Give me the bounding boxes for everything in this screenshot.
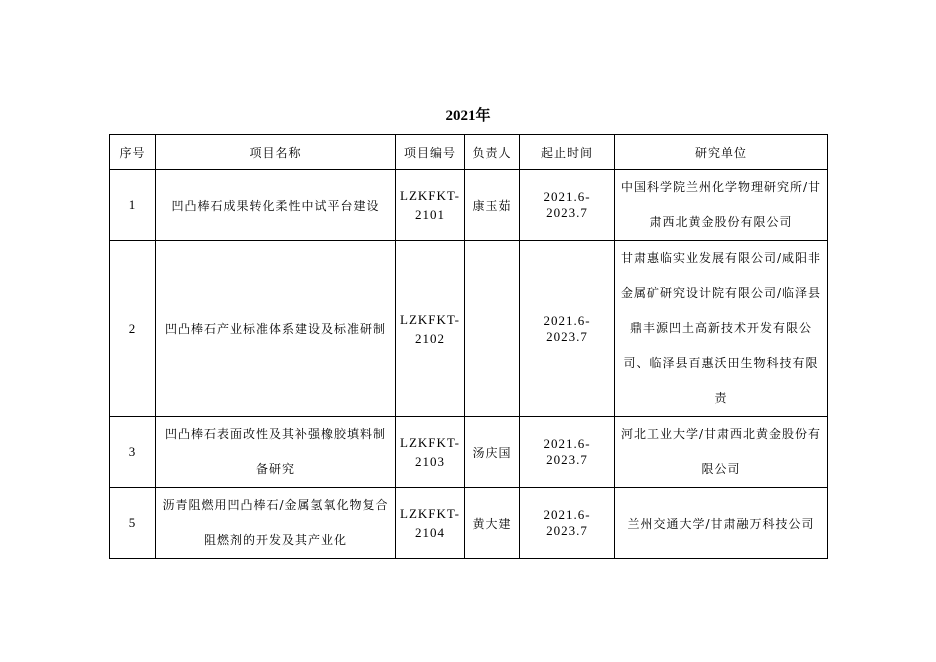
header-leader: 负责人 bbox=[465, 135, 520, 170]
page-title: 2021年 bbox=[445, 108, 491, 124]
table-row bbox=[110, 170, 828, 241]
code-prefix: LZKFKT- bbox=[400, 435, 460, 450]
table-header-row bbox=[110, 135, 828, 170]
code-number: 2104 bbox=[415, 525, 445, 540]
table-row bbox=[110, 241, 828, 417]
cell-leader: 康玉茹 bbox=[465, 170, 520, 241]
code-number: 2102 bbox=[415, 330, 445, 346]
cell-code bbox=[396, 417, 465, 488]
cell-period: 2021.6-2023.7 bbox=[520, 241, 615, 417]
cell-index: 2 bbox=[110, 241, 156, 417]
cell-leader bbox=[465, 241, 520, 417]
projects-table bbox=[109, 134, 828, 559]
cell-index: 3 bbox=[110, 417, 156, 488]
cell-unit: 兰州交通大学/甘肃融万科技公司 bbox=[615, 488, 828, 559]
code-prefix: LZKFKT- bbox=[400, 506, 460, 521]
cell-unit: 河北工业大学/甘肃西北黄金股份有限公司 bbox=[615, 417, 828, 488]
cell-name: 凹凸棒石表面改性及其补强橡胶填料制备研究 bbox=[156, 417, 396, 488]
header-code: 项目编号 bbox=[396, 135, 465, 170]
cell-period: 2021.6-2023.7 bbox=[520, 417, 615, 488]
cell-period: 2021.6-2023.7 bbox=[520, 488, 615, 559]
cell-unit: 中国科学院兰州化学物理研究所/甘肃西北黄金股份有限公司 bbox=[615, 170, 828, 241]
cell-name: 凹凸棒石成果转化柔性中试平台建设 bbox=[156, 170, 396, 241]
cell-code bbox=[396, 488, 465, 559]
table-row bbox=[110, 417, 828, 488]
cell-index: 5 bbox=[110, 488, 156, 559]
cell-period: 2021.6-2023.7 bbox=[520, 170, 615, 241]
cell-code bbox=[396, 170, 465, 241]
code-prefix: LZKFKT- bbox=[400, 311, 460, 327]
header-index: 序号 bbox=[110, 135, 156, 170]
header-name: 项目名称 bbox=[156, 135, 396, 170]
cell-name: 凹凸棒石产业标准体系建设及标准研制 bbox=[156, 241, 396, 417]
cell-code bbox=[396, 241, 465, 417]
header-period: 起止时间 bbox=[520, 135, 615, 170]
code-prefix: LZKFKT- bbox=[400, 188, 460, 203]
table-row bbox=[110, 488, 828, 559]
cell-leader: 汤庆国 bbox=[465, 417, 520, 488]
header-unit: 研究单位 bbox=[615, 135, 828, 170]
cell-index: 1 bbox=[110, 170, 156, 241]
cell-unit: 甘肃惠临实业发展有限公司/咸阳非金属矿研究设计院有限公司/临泽县鼎丰源凹土高新技术开发有限公司、临泽县百惠沃田生物科技有限责 bbox=[615, 241, 828, 417]
cell-name: 沥青阻燃用凹凸棒石/金属氢氧化物复合阻燃剂的开发及其产业化 bbox=[156, 488, 396, 559]
code-number: 2101 bbox=[415, 207, 445, 222]
code-number: 2103 bbox=[415, 454, 445, 469]
cell-leader: 黄大建 bbox=[465, 488, 520, 559]
